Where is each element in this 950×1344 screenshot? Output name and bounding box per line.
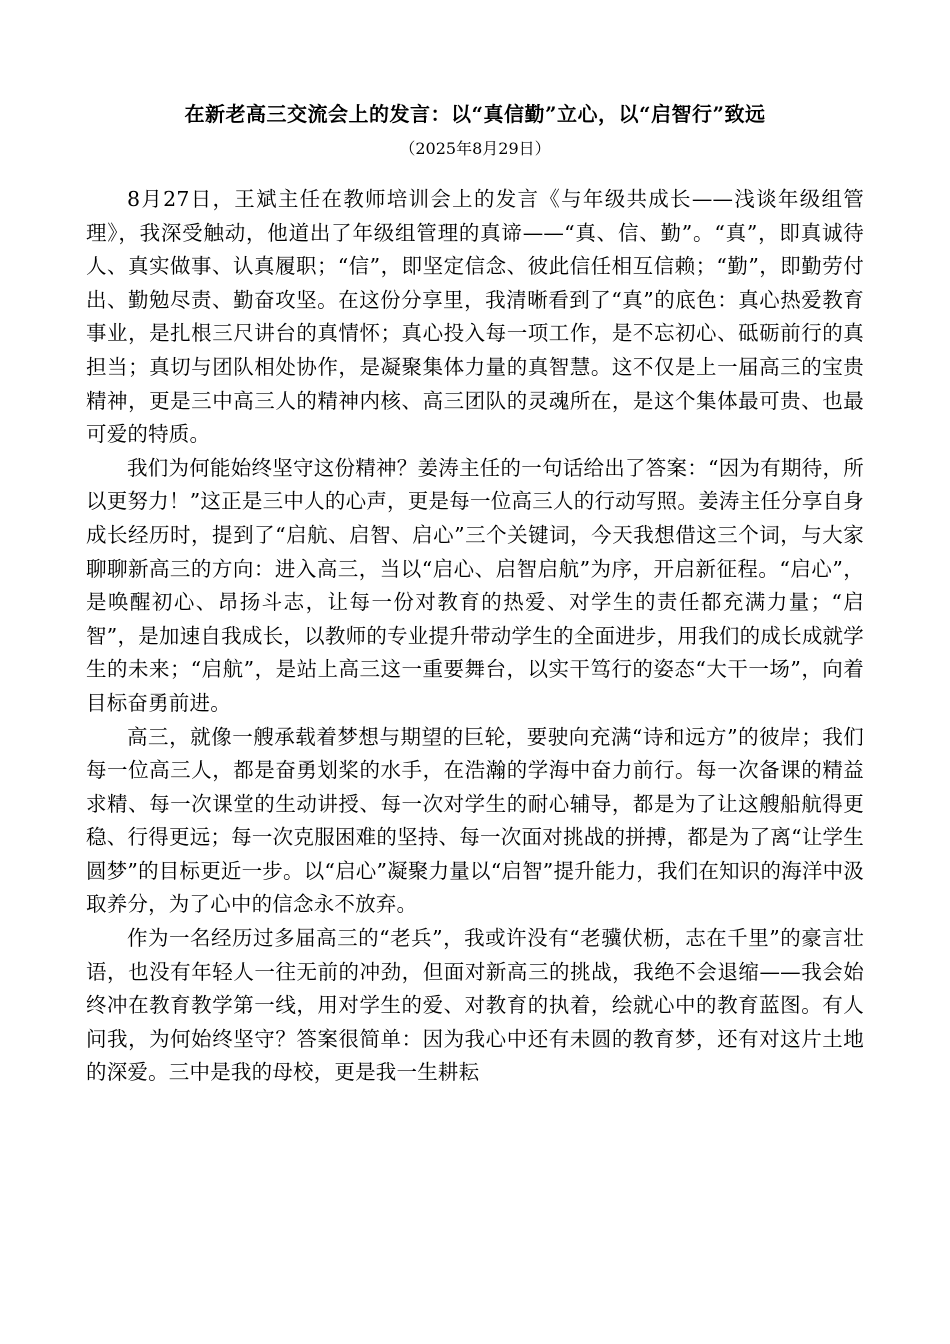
paragraph: 我们为何能始终坚守这份精神？姜涛主任的一句话给出了答案：“因为有期待，所以更努力！”这正是三中人的心声，更是每一位高三人的行动写照。姜涛主任分享自身成长经历时，提到了“启航、启智、启心”三个关键词，今天我想借这三个词，与大家聊聊新高三的方向：进入高三，当以“启心、启智启航”为序，开启新征程。“启心”，是唤醒初心、昂扬斗志，让每一份对教育的热爱、对学生的责任都充满力量；“启智”，是加速自我成长，以教师的专业提升带动学生的全面进步，用我们的成长成就学生的未来；“启航”，是站上高三这一重要舞台，以实干笃行的姿态“大干一场”，向着目标奋勇前进。 [86, 455, 864, 715]
paragraph: 高三，就像一艘承载着梦想与期望的巨轮，要驶向充满“诗和远方”的彼岸；我们每一位高三人，都是奋勇划桨的水手，在浩瀚的学海中奋力前行。每一次备课的精益求精、每一次课堂的生动讲授、每一次对学生的耐心辅导，都是为了让这艘船航得更稳、行得更远；每一次克服困难的坚持、每一次面对挑战的拼搏，都是为了离“让学生圆梦”的目标更近一步。以“启心”凝聚力量以“启智”提升能力，我们在知识的海洋中汲取养分，为了心中的信念永不放弃。 [86, 724, 864, 917]
paragraph: 作为一名经历过多届高三的“老兵”，我或许没有“老骥伏枥，志在千里”的豪言壮语，也没有年轻人一往无前的冲劲，但面对新高三的挑战，我绝不会退缩——我会始终冲在教育教学第一线，用对学生的爱、对教育的执着，绘就心中的教育蓝图。有人问我，为何始终坚守？答案很简单：因为我心中还有未圆的教育梦，还有对这片土地的深爱。三中是我的母校，更是我一生耕耘 [86, 926, 864, 1085]
document-body [86, 183, 864, 1090]
document-title: 在新老高三交流会上的发言：以“真信勤”立心，以“启智行”致远 [184, 102, 766, 126]
paragraph: 8月27日，王斌主任在教师培训会上的发言《与年级共成长——浅谈年级组管理》，我深受触动，他道出了年级组管理的真谛——“真、信、勤”。“真”，即真诚待人、真实做事、认真履职；“信”，即坚定信念、彼此信任相互信赖；“勤”，即勤劳付出、勤勉尽责、勤奋攻坚。在这份分享里，我清晰看到了“真”的底色：真心热爱教育事业，是扎根三尺讲台的真情怀；真心投入每一项工作，是不忘初心、砥砺前行的真担当；真切与团队相处协作，是凝聚集体力量的真智慧。这不仅是上一届高三的宝贵精神，更是三中高三人的精神内核、高三团队的灵魂所在，是这个集体最可贵、也最可爱的特质。 [86, 187, 864, 447]
document-date: （2025年8月29日） [399, 139, 551, 158]
